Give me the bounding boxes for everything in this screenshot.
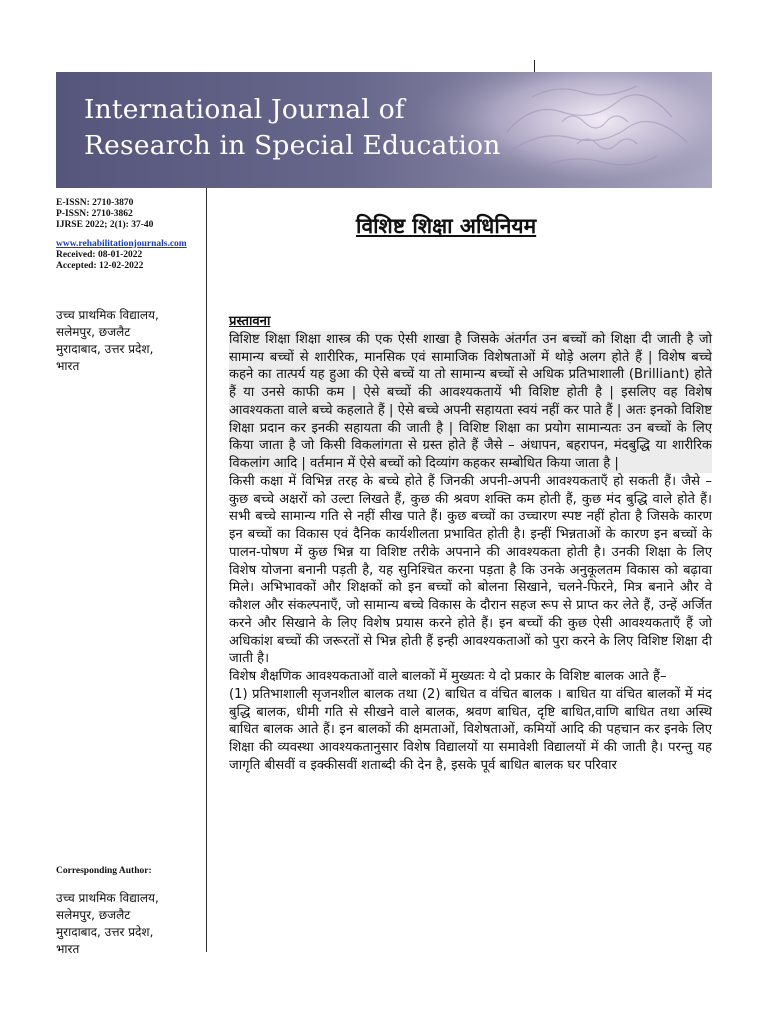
header-tick-mark [534,60,535,72]
eissn: E-ISSN: 2710-3870 [56,198,134,208]
citation: IJRSE 2022; 2(1): 37-40 [56,220,154,230]
affiliation-line: उच्च प्राथमिक विद्यालय, [56,891,159,905]
journal-title [84,92,500,164]
affiliation-line: सलेमपुर, छजलैट [56,325,131,339]
pissn: P-ISSN: 2710-3862 [56,209,133,219]
article-body [229,313,712,775]
body-paragraph: (1) प्रतिभाशाली सृजनशील बालक तथा (2) बाधित व वंचित बालक । बाधित या वंचित बालकों में मंद बुद्धि बालक, धीमी गति से सीखने वाले बालक, श्रवण बाधित, दृष्टि बाधित,वाणि बाधित तथा अस्थि बाधित बालक आते हैं। इन बालकों की क्षमताओं, विशेषताओं, कमियों आदि की पहचान कर इनके लिए शिक्षा की व्यवस्था आवश्यकतानुसार विशेष विद्यालयों या समावेशी विद्यालयों में की जाती है। परन्तु यह जागृति बीसवीं व इक्कीसवीं शताब्दी की देन है, इसके पूर्व बाधित बालक घर परिवार [229,686,712,773]
section-heading: प्रस्तावना [229,314,271,329]
affiliation-line: भारत [56,942,80,956]
column-divider [206,188,207,952]
publication-meta [56,198,200,272]
corresponding-author-label: Corresponding Author: [56,866,152,876]
website-link[interactable]: www.rehabilitationjournals.com [56,239,187,249]
affiliation-line: सलेमपुर, छजलैट [56,908,131,922]
intro-paragraph: विशिष्ट शिक्षा शिक्षा शास्त्र की एक ऐसी शाखा है जिसके अंतर्गत उन बच्चों को शिक्षा दी जाती है जो सामान्य बच्चों से शारीरिक, मानसिक एवं सामाजिक विशेषताओं में थोड़े अलग होते हैं | विशेष बच्चे कहने का तात्पर्य यह हुआ की ऐसे बच्चें या तो सामान्य बच्चों से अधिक प्रतिभाशाली (Brilliant) होते हैं या उनसे काफी कम | ऐसे बच्चों की आवश्यकतायें भी विशिष्ट होती है | इसलिए वह विशेष आवश्यकता वाले बच्चे कहलाते हैं | ऐसे बच्चे अपनी सहायता स्वयं नहीं कर पाते हैं | अतः इनको विशिष्ट शिक्षा प्रदान कर इनकी सहायता की जाती है | विशिष्ट शिक्षा का प्रयोग सामान्यतः उन बच्चों के लिए किया जाता है जो किसी विकलांगता से ग्रस्त होते हैं जैसे – अंधापन, बहरापन, मंदबुद्धि या शारीरिक विकलांग आदि | वर्तमान में ऐसे बच्चों को दिव्यांग कहकर सम्बोधित किया जाता है | [229,331,712,471]
journal-banner [56,72,712,188]
affiliation-line: मुरादाबाद, उत्तर प्रदेश, [56,925,154,939]
article-title: विशिष्ट शिक्षा अधिनियम [356,214,537,238]
journal-title-line1: International Journal of [84,94,405,125]
corresponding-affiliation [56,890,200,958]
accepted-date: Accepted: 12-02-2022 [56,261,144,271]
affiliation-line: उच्च प्राथमिक विद्यालय, [56,308,159,322]
body-paragraph: विशेष शैक्षणिक आवश्यकताओं वाले बालकों में मुख्यतः ये दो प्रकार के विशिष्ट बालक आते हैं– [229,669,667,684]
received-date: Received: 08-01-2022 [56,250,143,260]
journal-title-line2: Research in Special Education [84,130,501,161]
author-affiliation [56,307,200,375]
body-paragraph: किसी कक्षा में विभिन्न तरह के बच्चे होते हैं जिनकी अपनी-अपनी आवश्यकताएँ हो सकती हैं। जैसे – कुछ बच्चे अक्षरों को उल्टा लिखते हैं, कुछ की श्रवण शक्ति कम होती हैं, कुछ मंद बुद्धि वाले होते हैं। सभी बच्चे सामान्य गति से नहीं सीख पाते हैं। कुछ बच्चों का उच्चारण स्पष्ट नहीं होता है जिसके कारण इन बच्चों का विकास एवं दैनिक कार्यशीलता प्रभावित होती है। इन्हीं भिन्नताओं के कारण इन बच्चों के पालन-पोषण में कुछ भिन्न या विशिष्ट तरीके अपनाने की आवश्यकता होती है। उनकी शिक्षा के लिए विशेष योजना बनानी पड़ती है, यह सुनिश्चित करना पड़ता है कि उनके अनुकूलतम विकास को बढ़ावा मिले। अभिभावकों और शिक्षकों को इन बच्चों को बोलना सिखाने, चलने-फिरने, मित्र बनाने और वे कौशल और संकल्पनाएँ, जो सामान्य बच्चे विकास के दौरान सहज रूप से प्राप्त कर लेते हैं, उन्हें अर्जित करने और सिखाने के लिए विशेष प्रयास करने होते हैं। इन बच्चों की कुछ ऐसी आवश्यकताएँ हैं जो अधिकांश बच्चों की जरूरतों से भिन्न होती हैं इन्ही आवश्यकताओं को पुरा करने के लिए विशिष्ट शिक्षा दी जाती है। [229,473,712,667]
affiliation-line: भारत [56,359,80,373]
affiliation-line: मुरादाबाद, उत्तर प्रदेश, [56,342,154,356]
